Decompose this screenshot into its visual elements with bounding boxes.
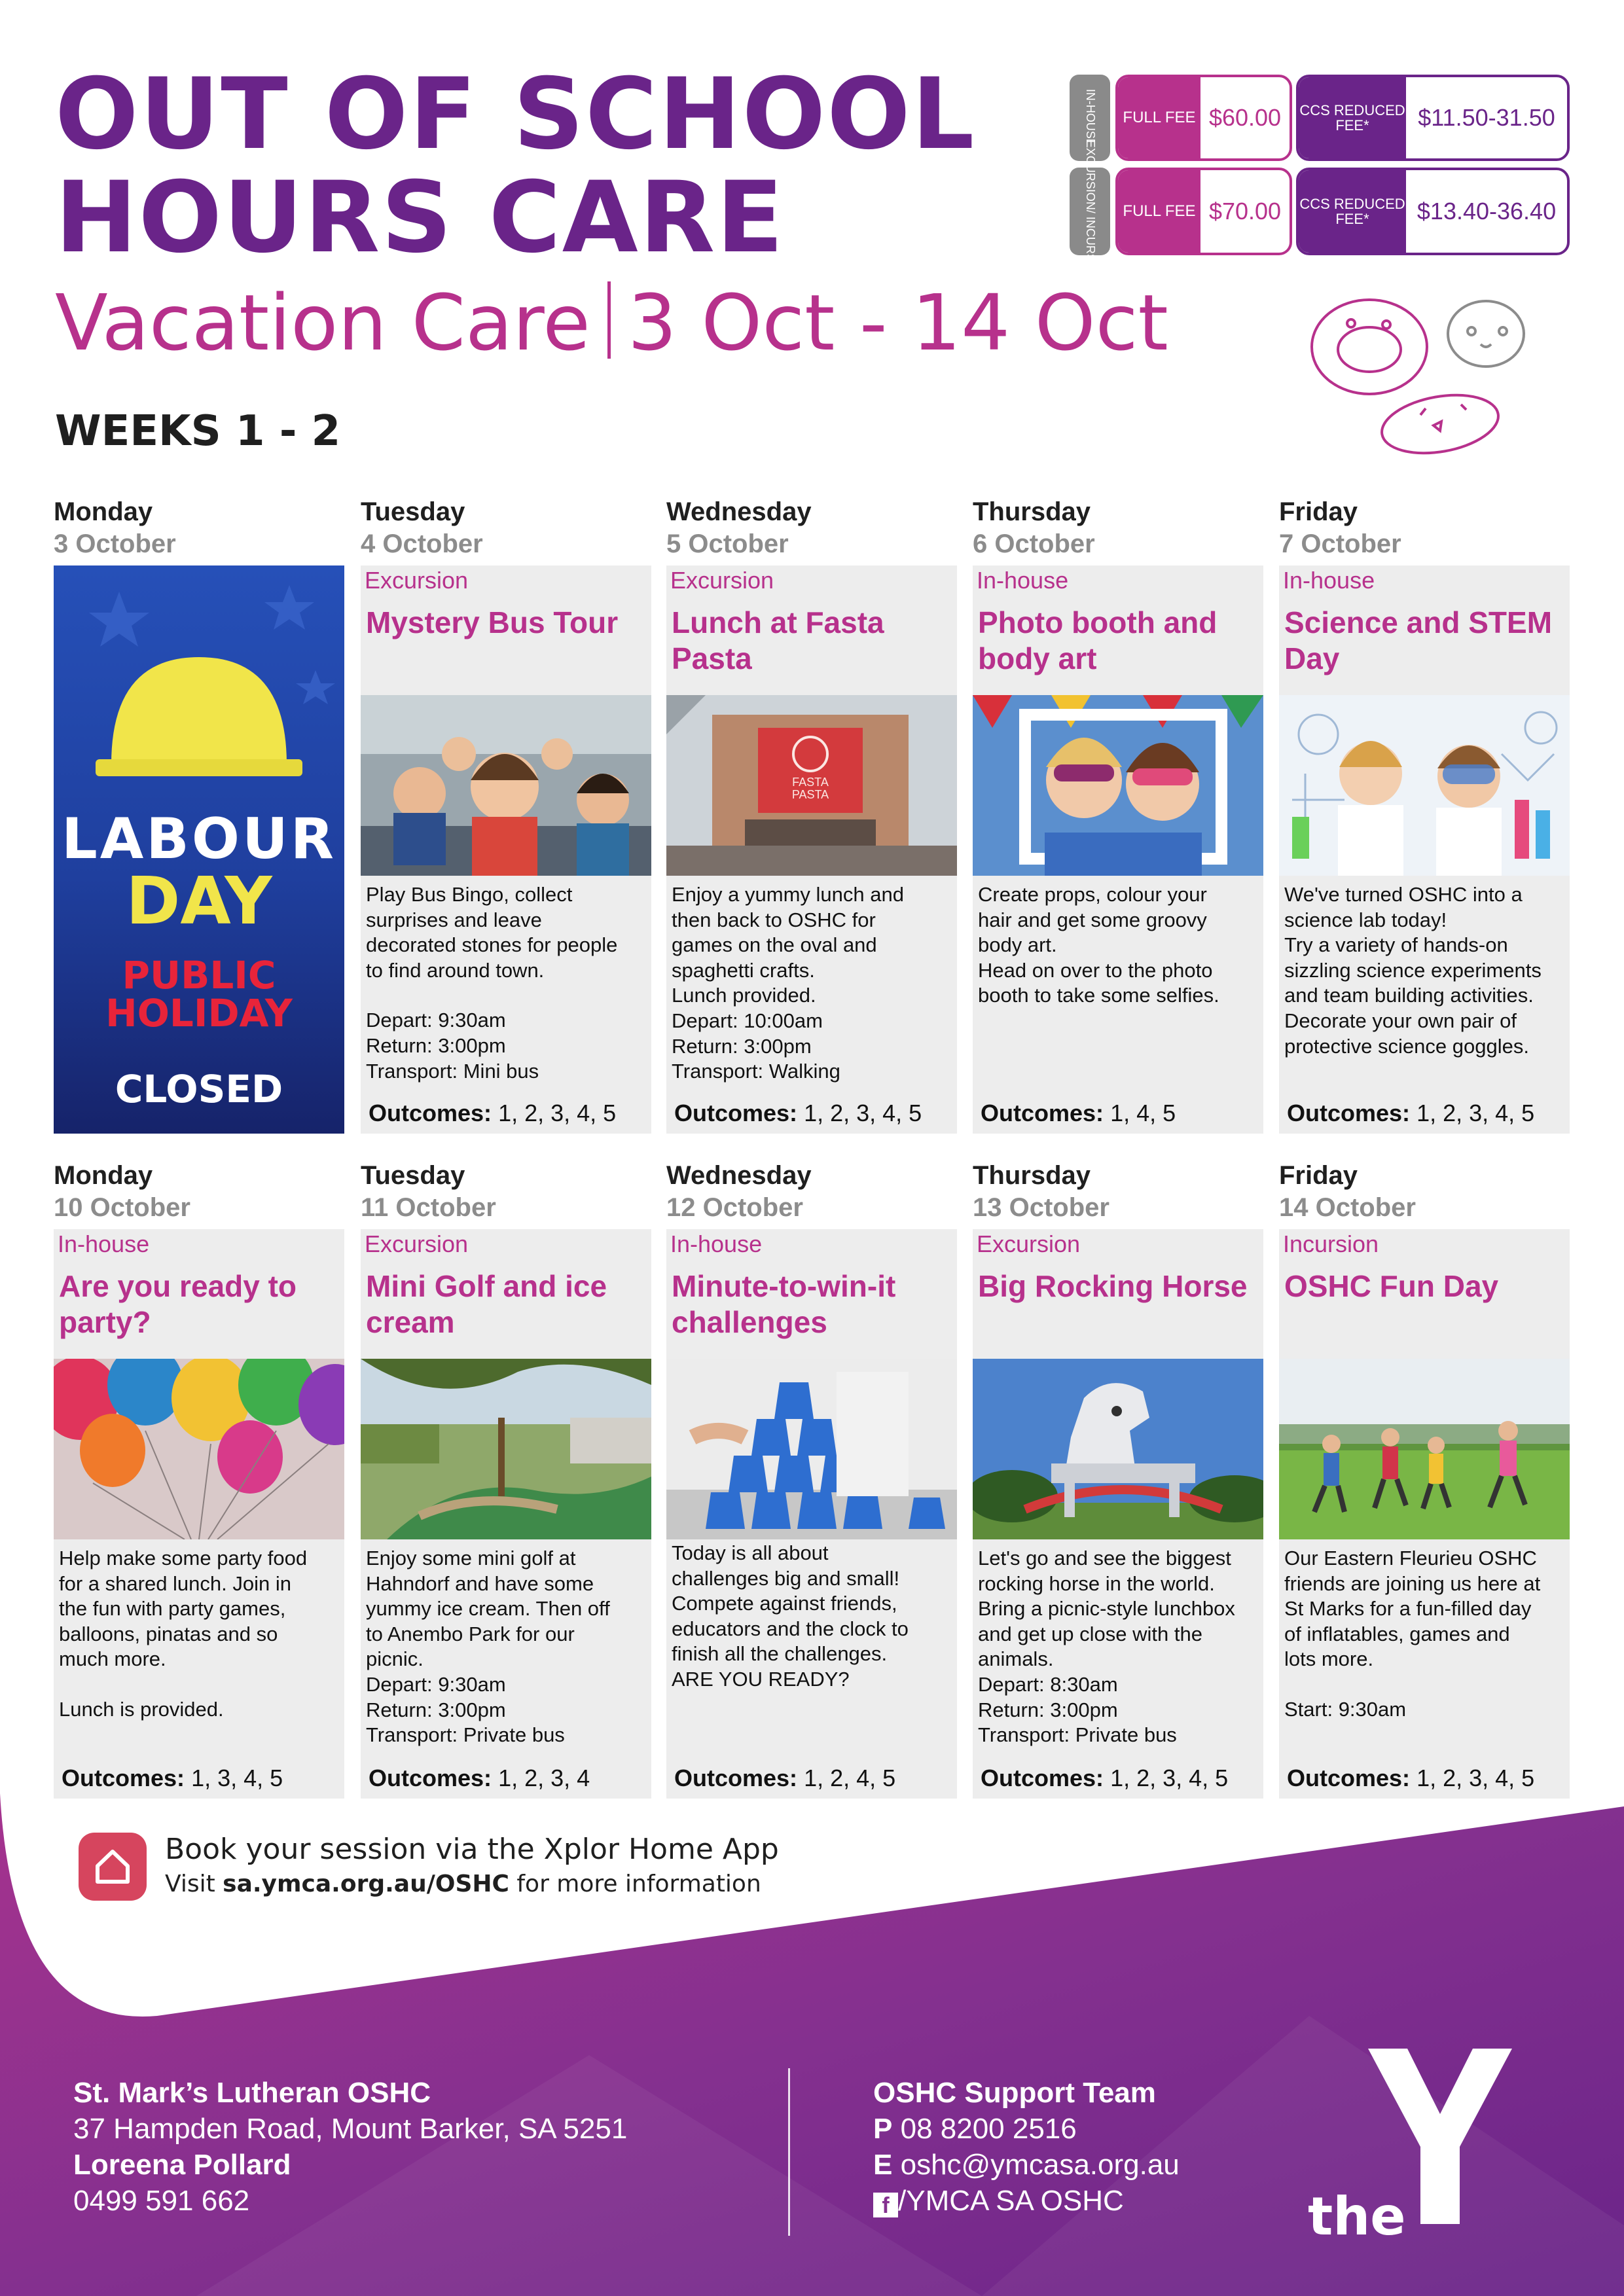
ccs-fee-value: $13.40-36.40 <box>1416 198 1557 224</box>
description-line: Enjoy some mini golf at <box>366 1547 576 1570</box>
activity-category: In-house <box>58 1230 150 1257</box>
activity-photo-mini-golf-course <box>361 1359 651 1539</box>
description-line: surprises and leave <box>366 908 542 931</box>
day-name: Wednesday <box>666 497 812 526</box>
outcomes-value: 1, 2, 3, 4, 5 <box>804 1100 922 1126</box>
description-line: Let's go and see the biggest <box>978 1547 1231 1570</box>
labour-day-closed-card <box>54 565 344 1134</box>
day-name: Friday <box>1279 497 1358 526</box>
day-header-wed-12 <box>666 1160 957 1224</box>
outcomes-value: 1, 2, 3, 4, 5 <box>1416 1765 1535 1791</box>
closed-line-public: PUBLIC <box>122 953 276 997</box>
description-line: Return: 3:00pm <box>978 1698 1118 1721</box>
activity-title: Are you ready to party? <box>59 1269 297 1340</box>
day-date: 3 October <box>54 529 176 558</box>
ymca-logo-text: the <box>1308 2186 1406 2247</box>
subtitle-divider <box>607 281 611 359</box>
description-line: Help make some party food <box>59 1547 308 1570</box>
outcomes-value: 1, 2, 3, 4, 5 <box>1416 1100 1535 1126</box>
description-line: Decorate your own pair of <box>1284 1009 1517 1032</box>
weeks-heading: WEEKS 1 - 2 <box>55 407 341 456</box>
description-line: Compete against friends, <box>672 1592 897 1615</box>
day-name: Tuesday <box>361 1161 465 1190</box>
day-name: Monday <box>54 1161 153 1190</box>
day-date: 4 October <box>361 529 483 558</box>
description-line: much more. <box>59 1647 166 1671</box>
activity-photo-bus-children <box>361 695 651 876</box>
description-line: We've turned OSHC into a <box>1284 883 1523 906</box>
description-line: Return: 3:00pm <box>366 1033 506 1057</box>
day-header-thu-13 <box>973 1160 1263 1224</box>
phone-label: P <box>873 2113 893 2145</box>
description-line: Transport: Private bus <box>366 1723 565 1747</box>
activity-outcomes <box>1287 1100 1534 1127</box>
activity-description <box>59 1546 342 1723</box>
description-line: animals. <box>978 1647 1054 1671</box>
outcomes-label: Outcomes: <box>674 1100 798 1126</box>
full-fee-label: FULL FEE <box>1118 170 1200 253</box>
excursion-full-fee <box>1115 168 1292 255</box>
description-line <box>1284 1672 1567 1697</box>
description-line: rocking horse in the world. <box>978 1571 1215 1595</box>
description-line: then back to OSHC for <box>672 908 876 931</box>
day-date: 14 October <box>1279 1193 1416 1222</box>
day-date: 12 October <box>666 1193 803 1222</box>
store-sign-line: FASTA <box>792 776 829 789</box>
outcomes-label: Outcomes: <box>1287 1100 1411 1126</box>
description-line: Our Eastern Fleurieu OSHC <box>1284 1547 1537 1570</box>
day-date: 10 October <box>54 1193 190 1222</box>
day-header-fri-14 <box>1279 1160 1570 1224</box>
booking-more-info <box>165 1871 761 1897</box>
title-line-2: HOURS CARE <box>55 161 785 275</box>
activity-title: Mystery Bus Tour <box>366 605 619 639</box>
activity-description <box>672 1541 954 1693</box>
description-line: friends are joining us here at <box>1284 1571 1541 1595</box>
activity-outcomes <box>369 1100 616 1127</box>
description-line: lots more. <box>1284 1647 1374 1671</box>
description-line: Head on over to the photo <box>978 958 1213 982</box>
activity-category: Excursion <box>670 567 774 594</box>
outcomes-label: Outcomes: <box>62 1765 185 1791</box>
activity-title: Lunch at Fasta Pasta <box>672 605 884 676</box>
description-line: Hahndorf and have some <box>366 1571 594 1595</box>
support-email[interactable]: oshc@ymcasa.org.au <box>900 2149 1180 2181</box>
description-line: games on the oval and <box>672 933 877 957</box>
description-line: body art. <box>978 933 1057 957</box>
activity-card-mystery-bus-tour <box>361 565 651 1134</box>
description-line: Today is all about <box>672 1541 829 1564</box>
day-name: Monday <box>54 497 153 526</box>
closed-line-holiday: HOLIDAY <box>105 991 293 1035</box>
description-line: St Marks for a fun-filled day <box>1284 1597 1532 1621</box>
more-info-suffix: for more information <box>509 1871 761 1897</box>
ymca-oshc-link[interactable]: sa.ymca.org.au/OSHC <box>223 1871 509 1897</box>
activity-photo-rocking-horse <box>973 1359 1263 1539</box>
description-line: and team building activities. <box>1284 984 1534 1007</box>
outcomes-label: Outcomes: <box>981 1765 1104 1791</box>
activity-title: Minute-to-win-it challenges <box>672 1269 896 1340</box>
day-name: Thursday <box>973 497 1091 526</box>
activity-photo-science-kids <box>1279 695 1570 876</box>
activity-photo-cup-stacking <box>666 1359 957 1539</box>
day-date: 7 October <box>1279 529 1401 558</box>
description-line: yummy ice cream. Then off <box>366 1597 610 1621</box>
day-date: 13 October <box>973 1193 1110 1222</box>
outcomes-value: 1, 4, 5 <box>1110 1100 1176 1126</box>
activity-description <box>366 882 649 1084</box>
description-line: the fun with party games, <box>59 1597 286 1621</box>
description-line: educators and the clock to <box>672 1617 909 1640</box>
activity-category: Excursion <box>977 1230 1081 1257</box>
description-line <box>366 983 649 1008</box>
description-line: for a shared lunch. Join in <box>59 1571 291 1595</box>
support-facebook[interactable]: /YMCA SA OSHC <box>898 2185 1124 2217</box>
day-header-tue-11 <box>361 1160 651 1224</box>
activity-card-mini-golf <box>361 1229 651 1799</box>
activity-photo-kids-frame <box>973 695 1263 876</box>
description-line: picnic. <box>366 1647 424 1671</box>
description-line: finish all the challenges. <box>672 1642 888 1666</box>
outcomes-value: 1, 3, 4, 5 <box>191 1765 283 1791</box>
outcomes-value: 1, 2, 3, 4, 5 <box>498 1100 617 1126</box>
day-name: Thursday <box>973 1161 1091 1190</box>
activity-photo-fasta-pasta-store <box>666 695 957 876</box>
activity-outcomes <box>981 1100 1176 1127</box>
day-header-wed-5 <box>666 496 957 560</box>
description-line: Return: 3:00pm <box>672 1034 812 1058</box>
closed-line-labour: LABOUR <box>61 806 337 872</box>
activity-title: OSHC Fun Day <box>1284 1269 1499 1303</box>
description-line: and get up close with the <box>978 1622 1202 1645</box>
day-header-tue-4 <box>361 496 651 560</box>
doodle-faces-illustration <box>1309 295 1525 458</box>
outcomes-label: Outcomes: <box>1287 1765 1411 1791</box>
description-line: Lunch is provided. <box>59 1697 224 1721</box>
activity-photo-balloons <box>54 1359 344 1539</box>
day-date: 11 October <box>361 1193 496 1222</box>
description-line: Depart: 8:30am <box>978 1672 1118 1696</box>
inhouse-ccs-fee <box>1296 75 1570 161</box>
day-header-thu-6 <box>973 496 1263 560</box>
description-line: Transport: Private bus <box>978 1723 1177 1747</box>
activity-photo-kids-running <box>1279 1359 1570 1539</box>
activity-card-minute-to-win-it <box>666 1229 957 1799</box>
service-address: 37 Hampden Road, Mount Barker, SA 5251 <box>73 2113 628 2145</box>
description-line: Transport: Mini bus <box>366 1059 539 1083</box>
description-line: protective science goggles. <box>1284 1034 1529 1058</box>
store-sign-text <box>758 776 863 801</box>
day-header-mon-3 <box>54 496 344 560</box>
description-line: Create props, colour your <box>978 883 1207 906</box>
activity-card-fasta-pasta <box>666 565 957 1134</box>
home-app-icon[interactable] <box>79 1833 147 1901</box>
booking-instruction: Book your session via the Xplor Home App <box>165 1833 779 1866</box>
outcomes-value: 1, 2, 3, 4, 5 <box>1110 1765 1229 1791</box>
subtitle-program: Vacation Care <box>55 278 590 368</box>
description-line <box>59 1672 342 1697</box>
coordinator-phone[interactable]: 0499 591 662 <box>73 2185 250 2217</box>
description-line: Try a variety of hands-on <box>1284 933 1508 957</box>
activity-card-party <box>54 1229 344 1799</box>
full-fee-value: $70.00 <box>1208 198 1282 224</box>
description-line: to find around town. <box>366 958 545 982</box>
title-line-1: OUT OF SCHOOL <box>55 58 976 171</box>
activity-card-oshc-fun-day <box>1279 1229 1570 1799</box>
activity-category: Excursion <box>365 567 469 594</box>
facebook-icon: f <box>873 2193 898 2217</box>
day-header-mon-10 <box>54 1160 344 1224</box>
service-name: St. Mark’s Lutheran OSHC <box>73 2077 431 2109</box>
description-line: Depart: 9:30am <box>366 1009 506 1032</box>
outcomes-label: Outcomes: <box>674 1765 798 1791</box>
footer-divider <box>788 2068 790 2236</box>
activity-card-big-rocking-horse <box>973 1229 1263 1799</box>
activity-title: Photo booth and body art <box>978 605 1218 676</box>
day-name: Friday <box>1279 1161 1358 1190</box>
activity-category: In-house <box>1283 567 1375 594</box>
activity-title: Big Rocking Horse <box>978 1269 1248 1303</box>
activity-description <box>672 882 954 1085</box>
coordinator-name: Loreena Pollard <box>73 2149 291 2181</box>
store-sign-line: PASTA <box>791 787 829 801</box>
description-line: Transport: Walking <box>672 1060 840 1083</box>
description-line: challenges big and small! <box>672 1566 900 1590</box>
activity-title: Science and STEM Day <box>1284 605 1553 676</box>
excursion-ccs-fee <box>1296 168 1570 255</box>
fee-type-label: IN-HOUSE <box>1083 88 1097 147</box>
day-date: 6 October <box>973 529 1095 558</box>
activity-description <box>366 1546 649 1748</box>
description-line: sizzling science experiments <box>1284 958 1542 982</box>
day-date: 5 October <box>666 529 789 558</box>
activity-category: Incursion <box>1283 1230 1379 1257</box>
ccs-fee-label: CCS REDUCED FEE* <box>1299 77 1406 158</box>
description-line: Depart: 10:00am <box>672 1009 823 1032</box>
email-label: E <box>873 2149 893 2181</box>
activity-description <box>1284 882 1567 1059</box>
activity-description <box>1284 1546 1567 1723</box>
outcomes-value: 1, 2, 4, 5 <box>804 1765 896 1791</box>
support-title: OSHC Support Team <box>873 2077 1156 2109</box>
description-line: Lunch provided. <box>672 984 816 1007</box>
description-line: balloons, pinatas and so <box>59 1622 278 1645</box>
closed-line-closed: CLOSED <box>115 1067 283 1111</box>
outcomes-value: 1, 2, 3, 4 <box>498 1765 590 1791</box>
service-contact <box>73 2075 627 2219</box>
description-line: Return: 3:00pm <box>366 1698 506 1721</box>
activity-outcomes <box>674 1100 922 1127</box>
description-line: Depart: 9:30am <box>366 1672 506 1696</box>
inhouse-full-fee <box>1115 75 1292 161</box>
day-header-fri-7 <box>1279 496 1570 560</box>
fee-type-excursion <box>1070 139 1110 283</box>
support-phone[interactable]: 08 8200 2516 <box>900 2113 1077 2145</box>
activity-card-photo-booth <box>973 565 1263 1134</box>
description-line: Play Bus Bingo, collect <box>366 883 573 906</box>
day-name: Wednesday <box>666 1161 812 1190</box>
description-line: Bring a picnic-style lunchbox <box>978 1597 1235 1621</box>
ccs-fee-value: $11.50-31.50 <box>1418 104 1555 131</box>
support-contact <box>873 2075 1180 2219</box>
fee-type-label: EXCURSION/ INCURSION <box>1083 139 1097 283</box>
description-line: decorated stones for people <box>366 933 618 957</box>
description-line: spaghetti crafts. <box>672 958 815 982</box>
description-line: Start: 9:30am <box>1284 1697 1407 1721</box>
description-line: science lab today! <box>1284 908 1447 931</box>
description-line: ARE YOU READY? <box>672 1667 850 1691</box>
description-line: hair and get some groovy <box>978 908 1207 931</box>
outcomes-label: Outcomes: <box>981 1100 1104 1126</box>
activity-card-science-stem <box>1279 565 1570 1134</box>
description-line: Enjoy a yummy lunch and <box>672 883 904 906</box>
description-line: to Anembo Park for our <box>366 1622 575 1645</box>
subtitle-dates: 3 Oct - 14 Oct <box>627 278 1168 368</box>
more-info-prefix: Visit <box>165 1871 223 1897</box>
activity-category: In-house <box>977 567 1069 594</box>
full-fee-label: FULL FEE <box>1118 77 1200 158</box>
activity-category: In-house <box>670 1230 763 1257</box>
activity-description <box>978 882 1261 1009</box>
day-name: Tuesday <box>361 497 465 526</box>
outcomes-label: Outcomes: <box>369 1765 492 1791</box>
subtitle <box>55 278 1168 368</box>
full-fee-value: $60.00 <box>1208 104 1282 131</box>
activity-title: Mini Golf and ice cream <box>366 1269 607 1340</box>
activity-description <box>978 1546 1261 1748</box>
ccs-fee-label: CCS REDUCED FEE* <box>1299 170 1406 253</box>
activity-category: Excursion <box>365 1230 469 1257</box>
outcomes-label: Outcomes: <box>369 1100 492 1126</box>
description-line: of inflatables, games and <box>1284 1622 1510 1645</box>
description-line: booth to take some selfies. <box>978 984 1219 1007</box>
closed-line-day: DAY <box>126 863 272 939</box>
